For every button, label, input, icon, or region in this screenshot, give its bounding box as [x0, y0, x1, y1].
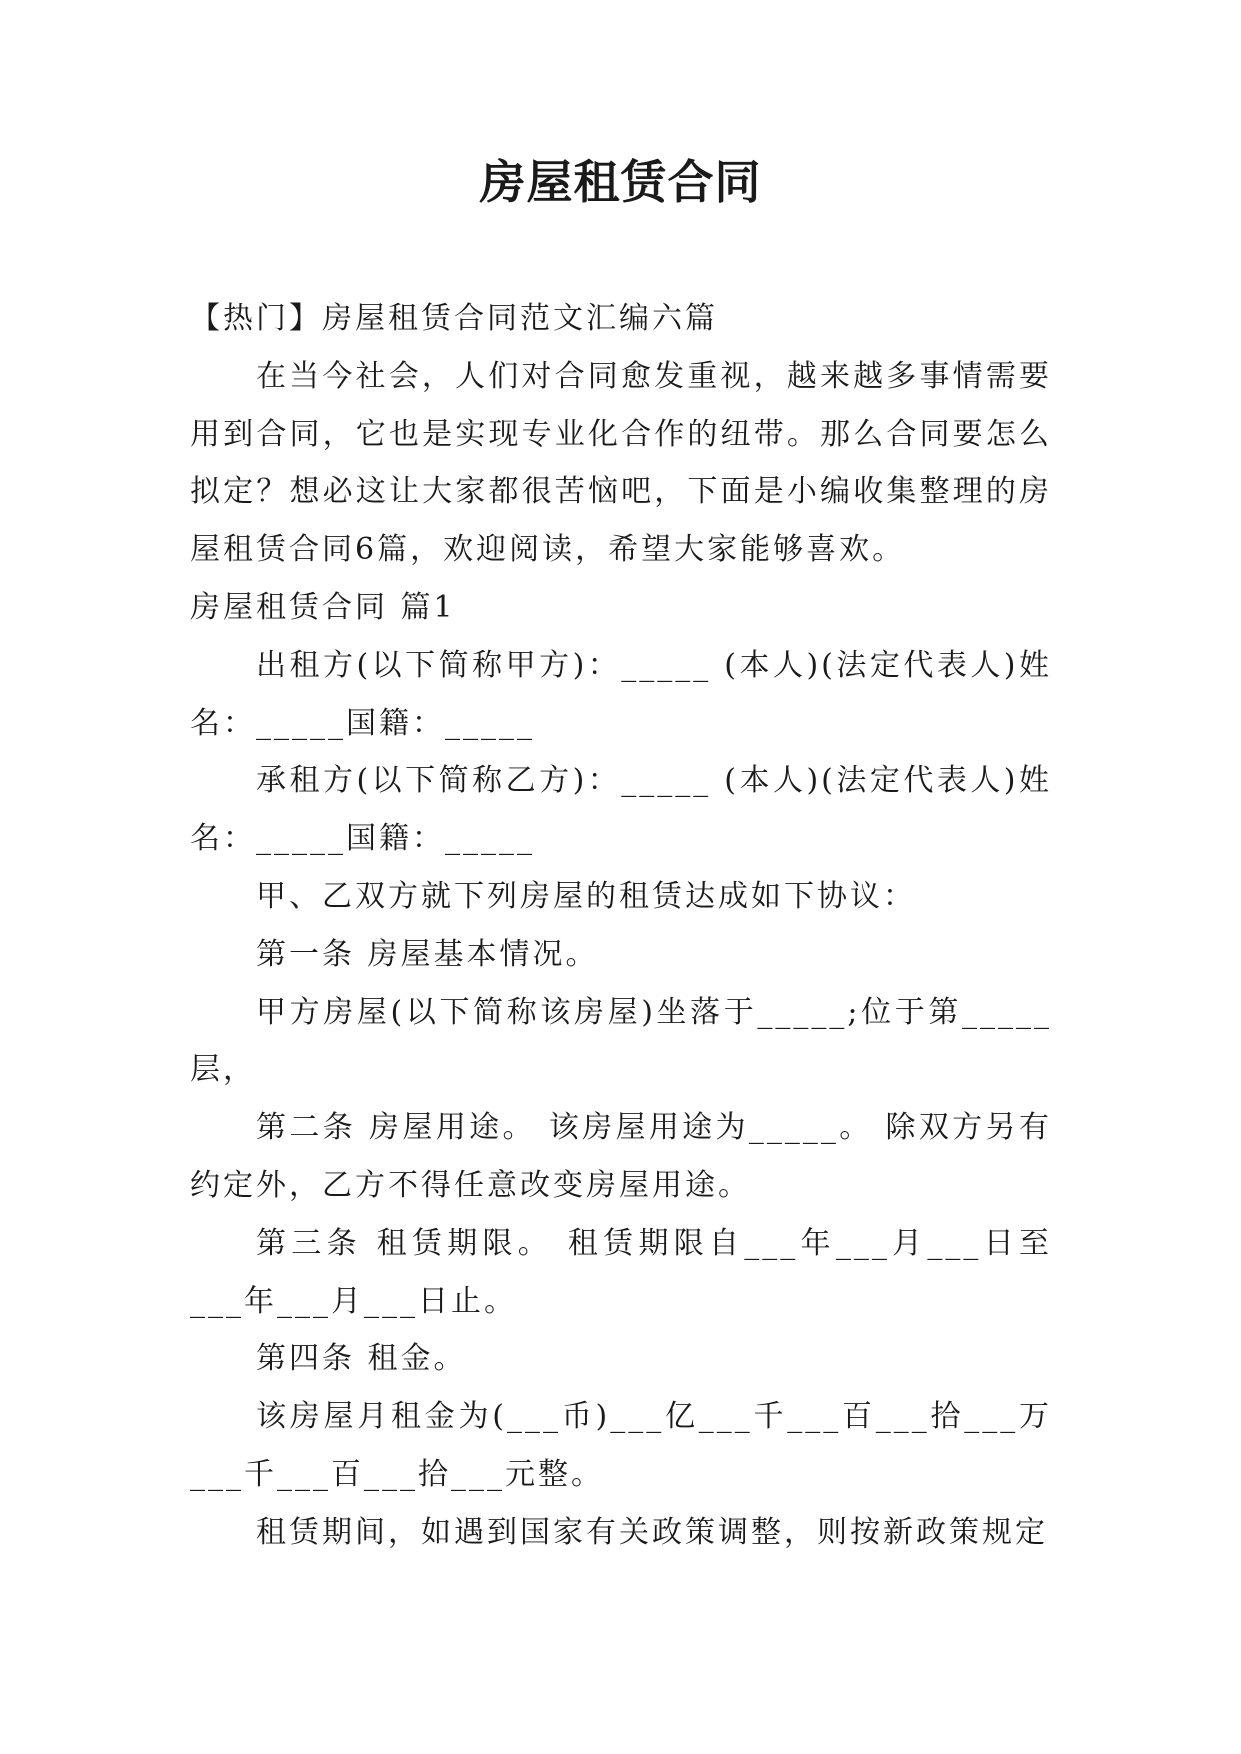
intro-heading: 【热门】房屋租赁合同范文汇编六篇: [190, 301, 718, 336]
document-title: 房屋租赁合同: [479, 155, 762, 209]
article-3: 第三条 租赁期限。 租赁期限自___年___月___日至___年___月___日止。: [190, 1225, 1052, 1319]
lessee-info: 承租方(以下简称乙方)：_____ (本人)(法定代表人)姓名：_____国籍：_____: [190, 763, 1052, 857]
article-4-rent: 该房屋月租金为(___币)___亿___千___百___拾___万___千___百___拾___元整。: [190, 1399, 1052, 1492]
article-1-body: 甲方房屋(以下简称该房屋)坐落于_____;位于第_____层，: [190, 994, 1052, 1088]
section-heading: 房屋租赁合同 篇1: [190, 589, 456, 625]
article-4-title: 第四条 租金。: [256, 1341, 467, 1377]
document-body: [190, 290, 1052, 1562]
lessor-info: 出租方(以下简称甲方)：_____ (本人)(法定代表人)姓名：_____国籍：_____: [190, 647, 1052, 741]
article-4-policy: 租赁期间，如遇到国家有关政策调整，则按新政策规定: [256, 1514, 1048, 1550]
article-2: 第二条 房屋用途。 该房屋用途为_____。 除双方另有约定外，乙方不得任意改变房屋用途。: [190, 1110, 1052, 1203]
agreement-statement: 甲、乙双方就下列房屋的租赁达成如下协议：: [256, 878, 916, 914]
article-1-title: 第一条 房屋基本情况。: [256, 936, 599, 972]
intro-paragraph: 在当今社会，人们对合同愈发重视，越来越多事情需要用到合同，它也是实现专业化合作的纽带。那么合同要怎么拟定？想必这让大家都很苦恼吧，下面是小编收集整理的房屋租赁合同6篇，欢迎阅读，希望大家能够喜欢。: [190, 358, 1052, 568]
